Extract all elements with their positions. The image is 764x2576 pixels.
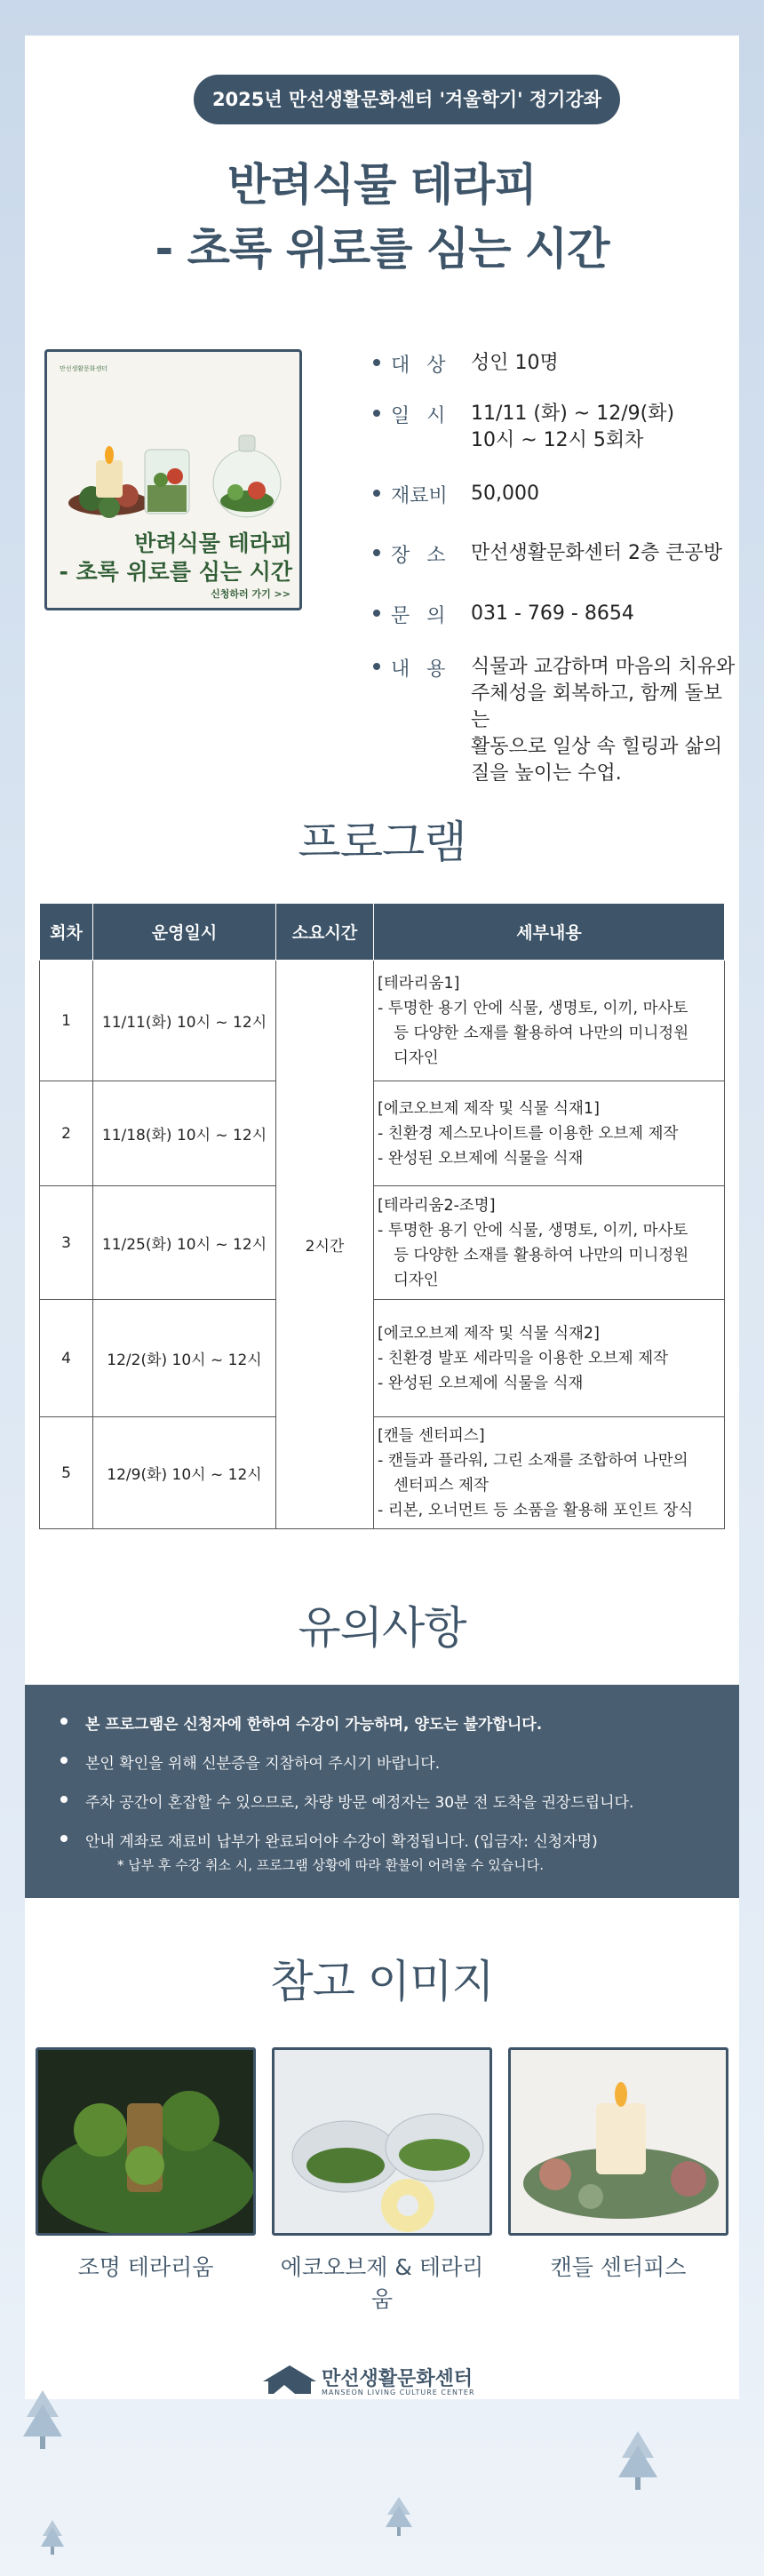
cell-duration: 2시간 [276,961,374,1529]
notice-item [85,1790,633,1812]
info-label: 문 의 [391,605,451,627]
poster-subtitle: - 초록 위로를 심는 시간 [59,559,292,585]
terrarium-photo [38,2050,256,2236]
info-value-line: 활동으로 일상 속 힐링과 삶의 [471,736,722,758]
reference-image-candle-centerpiece [508,2047,728,2236]
bullet-icon [373,549,380,556]
tree-icon [386,2497,412,2538]
content-card [25,36,739,2399]
desc-line: 등 다양한 소재를 활용하여 나만의 미니정원 [394,1246,689,1264]
cell-no: 2 [40,1081,93,1186]
notice-item [85,1829,598,1851]
info-value-line: 질을 높이는 수업. [471,762,622,785]
reference-title: 참고 이미지 [270,1956,494,2007]
reference-caption: 캔들 센터피스 [550,2254,687,2280]
tree-icon [41,2520,64,2556]
cell-desc [374,1081,725,1186]
table-row [40,1186,725,1300]
bullet-icon [373,610,380,617]
table-row [40,1081,725,1186]
notice-text: 안내 계좌로 재료비 납부가 완료되어야 수강이 확정됩니다. (입금자: 신청자명) [85,1833,598,1851]
reference-caption: 에코오브제 & 테라리움 [280,2254,484,2312]
cell-date: 11/25(화) 10시 ~ 12시 [93,1186,276,1300]
col-header: 회차 [40,904,93,961]
cell-desc [374,1300,725,1417]
apply-link[interactable]: 신청하러 가기 >> [211,588,290,600]
cell-no: 4 [40,1300,93,1417]
page-title: 반려식물 테라피 [227,159,537,211]
bullet-icon [373,490,380,497]
notice-text: 본 프로그램은 신청자에 한하여 수강이 가능하며, 양도는 불가합니다. [85,1716,543,1734]
cell-date: 12/9(화) 10시 ~ 12시 [93,1417,276,1529]
notice-text: 주차 공간이 혼잡할 수 있으므로, 차량 방문 예정자는 30분 전 도착을 권장드립니다. [85,1794,634,1812]
info-label: 장 소 [391,545,451,567]
desc-line: [캔들 센터피스] [378,1426,485,1445]
info-value: 50,000 [471,483,539,505]
desc-line: - 리본, 오너먼트 등 소품을 활용해 포인트 장식 [378,1501,694,1519]
tree-icon [618,2431,657,2493]
col-header: 운영일시 [93,904,276,961]
info-value: 성인 10명 [471,352,559,374]
bullet-icon [60,1757,68,1764]
bullet-icon [373,410,380,417]
semester-badge: 2025년 만선생활문화센터 '겨울학기' 정기강좌 [194,75,620,124]
notice-box [25,1685,739,1898]
table-header-row [40,904,725,961]
cell-date: 11/18(화) 10시 ~ 12시 [93,1081,276,1186]
info-label: 일 시 [391,405,451,427]
table-row [40,1300,725,1417]
poster-image[interactable] [44,349,302,610]
notice-item [85,1751,440,1773]
desc-line: 등 다양한 소재를 활용하여 나만의 미니정원 [394,1024,689,1042]
desc-line: [에코오브제 제작 및 식물 식재1] [378,1099,600,1118]
desc-line: 센터피스 제작 [394,1476,489,1495]
info-label: 재료비 [391,485,448,507]
desc-line: [테라리움2-조명] [378,1196,496,1215]
desc-line: - 완성된 오브제에 식물을 식재 [378,1374,584,1392]
cell-desc [374,1186,725,1300]
footer-name: 만선생활문화센터 [322,2368,474,2390]
desc-line: [에코오브제 제작 및 식물 식재2] [378,1324,600,1343]
bullet-icon [60,1718,68,1725]
bullet-icon [373,359,380,366]
cell-date: 11/11(화) 10시 ~ 12시 [93,961,276,1081]
notice-item [85,1711,542,1734]
bullet-icon [373,663,380,670]
info-value: 031 - 769 - 8654 [471,602,634,625]
program-title: 프로그램 [298,817,466,868]
page-subtitle: - 초록 위로를 심는 시간 [155,223,609,275]
program-table [39,903,725,1529]
reference-caption: 조명 테라리움 [77,2254,214,2280]
info-value [471,401,737,454]
col-header: 세부내용 [374,904,725,961]
desc-line: - 캔들과 플라워, 그린 소재를 조합하여 나만의 [378,1451,688,1470]
bullet-icon [60,1835,68,1842]
desc-line: 디자인 [394,1049,439,1067]
poster-logo: 만선생활문화센터 [60,365,108,372]
info-value-line: 10시 ~ 12시 5회차 [471,429,644,451]
desc-line: 디자인 [394,1271,439,1289]
info-value [471,654,737,787]
reference-image-lighting-terrarium [36,2047,256,2236]
cell-desc [374,1417,725,1529]
cell-desc [374,961,725,1081]
info-label: 내 용 [391,658,451,681]
footer-subname: MANSEON LIVING CULTURE CENTER [322,2389,475,2397]
cell-date: 12/2(화) 10시 ~ 12시 [93,1300,276,1417]
reference-image-eco-object [272,2047,492,2236]
notice-footnote: * 납부 후 수강 취소 시, 프로그램 상황에 따라 환불이 어려울 수 있습니다. [117,1857,544,1873]
table-row [40,1417,725,1529]
info-value-line: 11/11 (화) ~ 12/9(화) [471,403,675,425]
desc-line: - 투명한 용기 안에 식물, 생명토, 이끼, 마사토 [378,1221,688,1240]
desc-line: [테라리움1] [378,974,460,993]
eco-object-photo [275,2050,492,2236]
desc-line: - 친환경 발포 세라믹을 이용한 오브제 제작 [378,1349,669,1368]
info-label: 대 상 [391,355,451,377]
cell-no: 1 [40,961,93,1081]
cell-no: 3 [40,1186,93,1300]
desc-line: - 친환경 제스모나이트를 이용한 오브제 제작 [378,1124,679,1143]
notice-title: 유의사항 [298,1602,466,1654]
info-value-line: 식물과 교감하며 마음의 치유와 [471,656,736,678]
candle-photo [511,2050,728,2236]
notice-text: 본인 확인을 위해 신분증을 지참하여 주시기 바랍니다. [85,1755,441,1773]
table-row [40,961,725,1081]
cell-no: 5 [40,1417,93,1529]
desc-line: - 투명한 용기 안에 식물, 생명토, 이끼, 마사토 [378,999,688,1017]
tree-icon [23,2390,62,2452]
info-value: 만선생활문화센터 2층 큰공방 [471,542,723,564]
col-header: 소요시간 [276,904,374,961]
info-value-line: 주체성을 회복하고, 함께 돌보는 [471,682,722,731]
house-logo-icon [263,2365,316,2396]
bullet-icon [60,1796,68,1803]
desc-line: - 완성된 오브제에 식물을 식재 [378,1149,584,1168]
poster-title: 반려식물 테라피 [134,530,292,556]
